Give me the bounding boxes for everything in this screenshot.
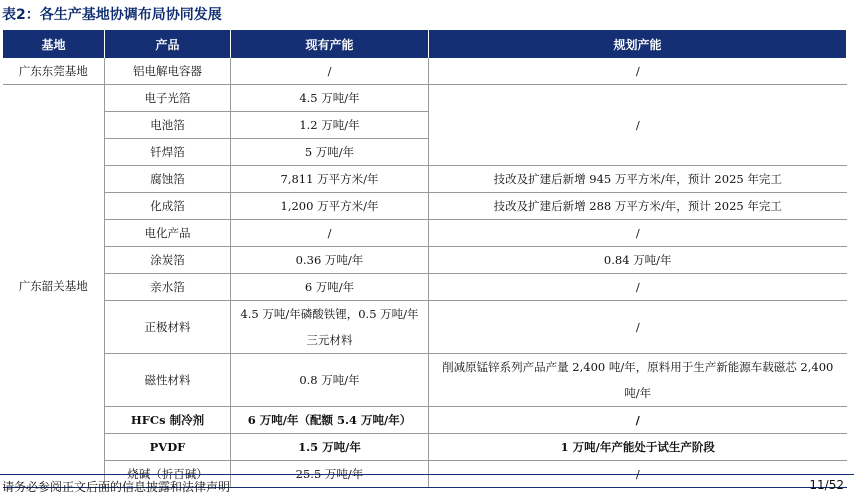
planned-cell: 技改及扩建后新增 288 万平方米/年，预计 2025 年完工 — [429, 193, 847, 220]
current-cell: 1.5 万吨/年 — [231, 434, 429, 461]
product-cell: 铝电解电容器 — [105, 58, 231, 85]
col-header-planned: 规划产能 — [429, 30, 847, 58]
base-cell: 广东东莞基地 — [3, 58, 105, 85]
product-cell: 烧碱（折百碱） — [105, 461, 231, 488]
product-cell: 电池箔 — [105, 112, 231, 139]
current-cell: 0.8 万吨/年 — [231, 354, 429, 407]
current-cell: / — [231, 220, 429, 247]
current-cell: 1,200 万平方米/年 — [231, 193, 429, 220]
footer-disclaimer: 请务必参阅正文后面的信息披露和法律声明 — [2, 480, 231, 494]
table-row — [3, 274, 847, 301]
table-row — [3, 301, 847, 354]
current-cell: / — [231, 58, 429, 85]
base-cell: 广东韶关基地 — [3, 85, 105, 488]
planned-cell: 1 万吨/年产能处于试生产阶段 — [429, 434, 847, 461]
header-row — [3, 30, 847, 58]
planned-cell: / — [429, 85, 847, 166]
table-row — [3, 193, 847, 220]
col-header-product: 产品 — [105, 30, 231, 58]
current-cell: 6 万吨/年（配额 5.4 万吨/年） — [231, 407, 429, 434]
product-cell: 化成箔 — [105, 193, 231, 220]
current-cell: 0.36 万吨/年 — [231, 247, 429, 274]
table-row — [3, 354, 847, 407]
table-row — [3, 85, 847, 112]
planned-cell: / — [429, 58, 847, 85]
current-cell: 4.5 万吨/年磷酸铁锂，0.5 万吨/年三元材料 — [231, 301, 429, 354]
page-number: 11/52 — [809, 478, 844, 492]
planned-cell: / — [429, 301, 847, 354]
current-cell: 6 万吨/年 — [231, 274, 429, 301]
current-cell: 7,811 万平方米/年 — [231, 166, 429, 193]
product-cell: 钎焊箔 — [105, 139, 231, 166]
current-cell: 25.5 万吨/年 — [231, 461, 429, 488]
product-cell: 腐蚀箔 — [105, 166, 231, 193]
table-row — [3, 58, 847, 85]
page-footer — [0, 474, 854, 495]
table-title: 表2：各生产基地协调布局协同发展 — [2, 7, 222, 23]
table-row — [3, 407, 847, 434]
product-cell: PVDF — [105, 434, 231, 461]
table-row — [3, 434, 847, 461]
product-cell: 亲水箔 — [105, 274, 231, 301]
product-cell: 涂炭箔 — [105, 247, 231, 274]
product-cell: HFCs 制冷剂 — [105, 407, 231, 434]
planned-cell: / — [429, 220, 847, 247]
col-header-current: 现有产能 — [231, 30, 429, 58]
capacity-table — [2, 30, 847, 488]
table-row — [3, 166, 847, 193]
planned-cell: 削减原锰锌系列产品产量 2,400 吨/年，原料用于生产新能源车载磁芯 2,400 吨/年 — [429, 354, 847, 407]
planned-cell: / — [429, 407, 847, 434]
col-header-base: 基地 — [3, 30, 105, 58]
planned-cell: / — [429, 274, 847, 301]
current-cell: 4.5 万吨/年 — [231, 85, 429, 112]
planned-cell: / — [429, 461, 847, 488]
product-cell: 正极材料 — [105, 301, 231, 354]
current-cell: 5 万吨/年 — [231, 139, 429, 166]
planned-cell: 0.84 万吨/年 — [429, 247, 847, 274]
product-cell: 磁性材料 — [105, 354, 231, 407]
product-cell: 电化产品 — [105, 220, 231, 247]
current-cell: 1.2 万吨/年 — [231, 112, 429, 139]
product-cell: 电子光箔 — [105, 85, 231, 112]
table-row — [3, 247, 847, 274]
planned-cell: 技改及扩建后新增 945 万平方米/年，预计 2025 年完工 — [429, 166, 847, 193]
table-row — [3, 220, 847, 247]
